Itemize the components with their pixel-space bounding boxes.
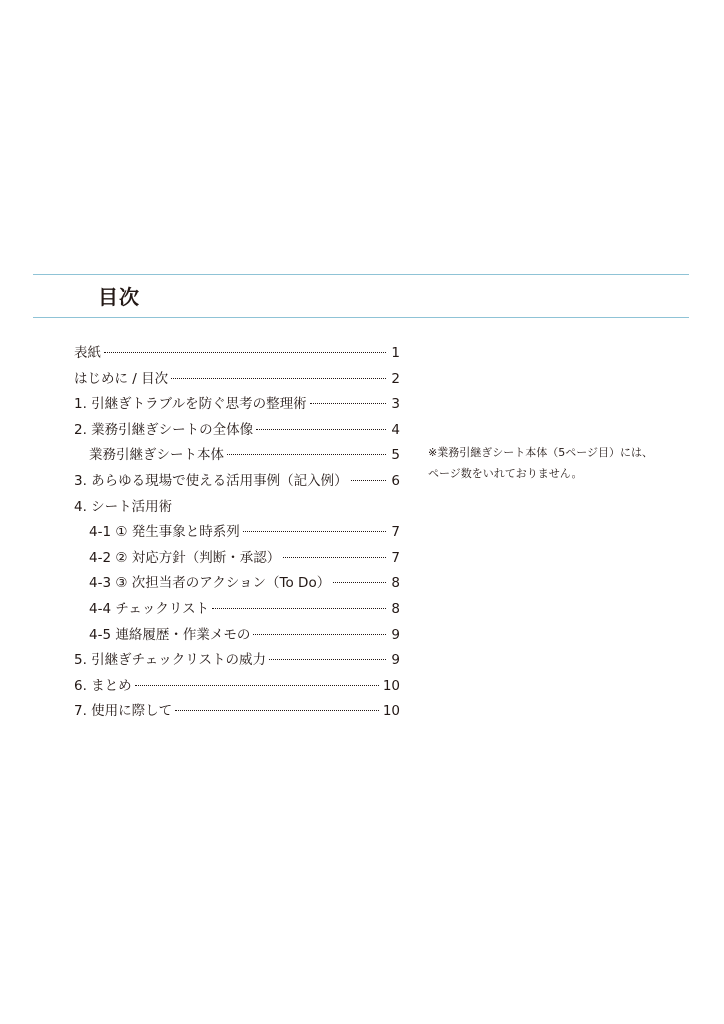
toc-entry-section-2[interactable] [74,418,400,444]
toc-dot-leader [243,531,386,532]
toc-dot-leader [104,352,386,353]
toc-entry-section-4-3[interactable] [74,571,400,597]
note-line: ページ数をいれておりません。 [428,467,583,480]
toc-entry-label: 1. 引継ぎトラブルを防ぐ思考の整理術 [74,396,307,413]
toc-dot-leader [135,685,379,686]
toc-entry-label: 4-1 ① 発生事象と時系列 [89,524,240,541]
toc-entry-section-6[interactable] [74,674,400,700]
toc-dot-leader [333,582,386,583]
toc-entry-section-4-5[interactable] [74,623,400,649]
toc-entry-label: 3. あらゆる現場で使える活用事例（記入例） [74,472,348,489]
toc-page-number: 6 [391,472,400,489]
header-top-rule [33,274,689,275]
toc-entry-label: 業務引継ぎシート本体 [89,447,224,464]
toc-dot-leader [351,480,386,481]
toc-dot-leader [310,403,386,404]
toc-entry-section-3[interactable] [74,469,400,495]
toc-page-number: 9 [391,652,400,669]
toc-entry-section-7[interactable] [74,699,400,725]
toc-entry-sheet-body[interactable] [74,443,400,469]
toc-entry-label: 4-5 連絡履歴・作業メモの [89,626,251,643]
toc-page-number: 8 [391,600,400,617]
toc-entry-section-4-1[interactable] [74,520,400,546]
toc-entry-label: 4-4 チェックリスト [89,600,210,617]
page-title: 目次 [98,285,140,309]
toc-page-number: 5 [391,447,400,464]
toc-entry-section-4[interactable] [74,495,400,521]
toc-page-number: 9 [391,626,400,643]
toc-dot-leader [283,557,386,558]
toc-dot-leader [227,454,386,455]
toc-page-number: 3 [391,396,400,413]
toc-dot-leader [253,634,386,635]
toc-dot-leader [171,378,386,379]
toc-entry-label: 4-3 ③ 次担当者のアクション（To Do） [89,575,331,592]
toc-entry-label: 2. 業務引継ぎシートの全体像 [74,421,254,438]
toc-dot-leader [269,659,386,660]
toc-page-number: 8 [391,575,400,592]
page-number-note [428,442,698,484]
toc-entry-label: 6. まとめ [74,677,132,694]
toc-page-number: 1 [391,345,400,361]
toc-entry-label: 4. シート活用術 [74,498,173,515]
toc-entry-label: 7. 使用に際して [74,703,173,720]
toc-page-number: 10 [382,677,400,694]
toc-entry-introduction[interactable] [74,367,400,393]
toc-page-number: 2 [391,370,400,387]
toc-dot-leader [212,608,386,609]
header-bottom-rule [33,317,689,318]
toc-entry-label: はじめに / 目次 [74,370,169,387]
toc-dot-leader [175,710,379,711]
toc-entry-section-5[interactable] [74,648,400,674]
toc-entry-cover[interactable] [74,341,400,367]
toc-page-number: 7 [391,549,400,566]
toc-entry-label: 4-2 ② 対応方針（判断・承認） [89,549,281,566]
toc-entry-section-4-4[interactable] [74,597,400,623]
toc-entry-section-1[interactable] [74,392,400,418]
toc-page-number: 7 [391,524,400,541]
toc-page-number: 4 [391,421,400,438]
note-line: ※業務引継ぎシート本体（5ページ目）には、 [428,446,653,459]
toc-entry-label: 表紙 [74,345,101,361]
toc-entry-section-4-2[interactable] [74,546,400,572]
toc-page-number: 10 [382,703,400,720]
toc-dot-leader [256,429,386,430]
table-of-contents [74,341,400,725]
toc-entry-label: 5. 引継ぎチェックリストの威力 [74,652,266,669]
